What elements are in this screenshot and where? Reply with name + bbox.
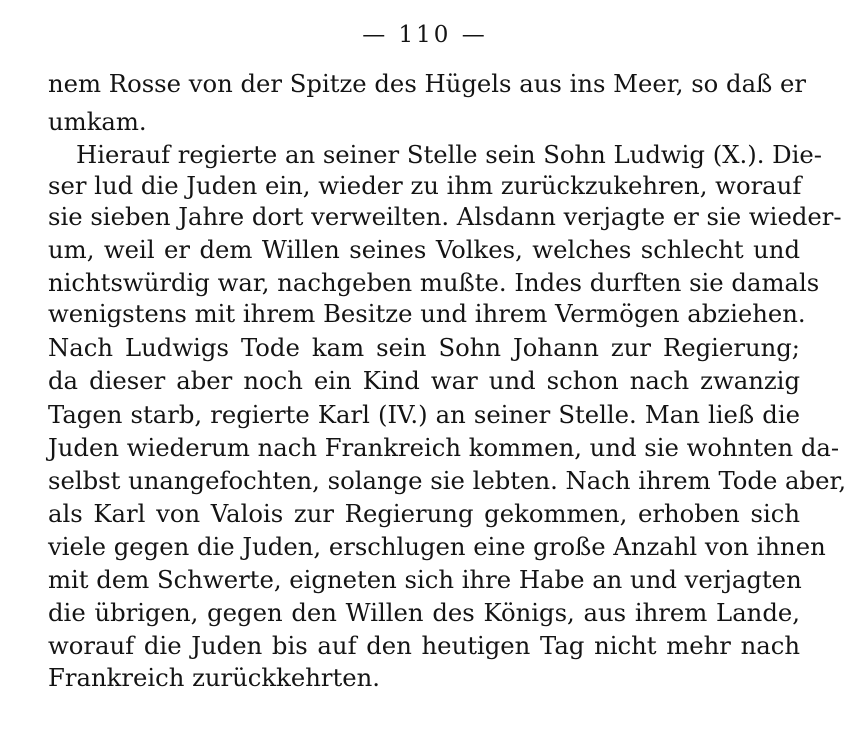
text-line: nem Rosse von der Spitze des Hügels aus ins Meer, so daß er: [48, 69, 807, 98]
text-line: die übrigen, gegen den Willen des Königs, aus ihrem Lande,: [48, 598, 800, 627]
text-line: als Karl von Valois zur Regierung gekommen, erhoben sich: [48, 499, 800, 528]
text-line: Hierauf regierte an seiner Stelle sein Sohn Ludwig (X.). Die-: [76, 140, 822, 169]
text-line: sie sieben Jahre dort verweilten. Alsdann verjagte er sie wieder-: [48, 202, 842, 231]
text-line: da dieser aber noch ein Kind war und schon nach zwanzig: [48, 366, 800, 395]
text-line: Frankreich zurückkehrten.: [48, 663, 380, 692]
text-line: umkam.: [48, 107, 147, 136]
text-line: viele gegen die Juden, erschlugen eine große Anzahl von ihnen: [48, 532, 826, 561]
text-line: Tagen starb, regierte Karl (IV.) an seiner Stelle. Man ließ die: [48, 400, 800, 429]
text-line: wenigstens mit ihrem Besitze und ihrem Vermögen abziehen.: [48, 299, 806, 328]
text-line: nichtswürdig war, nachgeben mußte. Indes durften sie damals: [48, 268, 820, 297]
text-line: um, weil er dem Willen seines Volkes, welches schlecht und: [48, 235, 800, 264]
text-line: ser lud die Juden ein, wieder zu ihm zurückzukehren, worauf: [48, 171, 802, 200]
text-line: mit dem Schwerte, eigneten sich ihre Habe an und verjagten: [48, 565, 802, 594]
text-line: selbst unangefochten, solange sie lebten. Nach ihrem Tode aber,: [48, 466, 847, 495]
text-line: Nach Ludwigs Tode kam sein Sohn Johann zur Regierung;: [48, 333, 800, 362]
page-number: — 110 —: [362, 22, 488, 48]
text-line: worauf die Juden bis auf den heutigen Tag nicht mehr nach: [48, 631, 800, 660]
text-line: Juden wiederum nach Frankreich kommen, und sie wohnten da-: [48, 433, 840, 462]
